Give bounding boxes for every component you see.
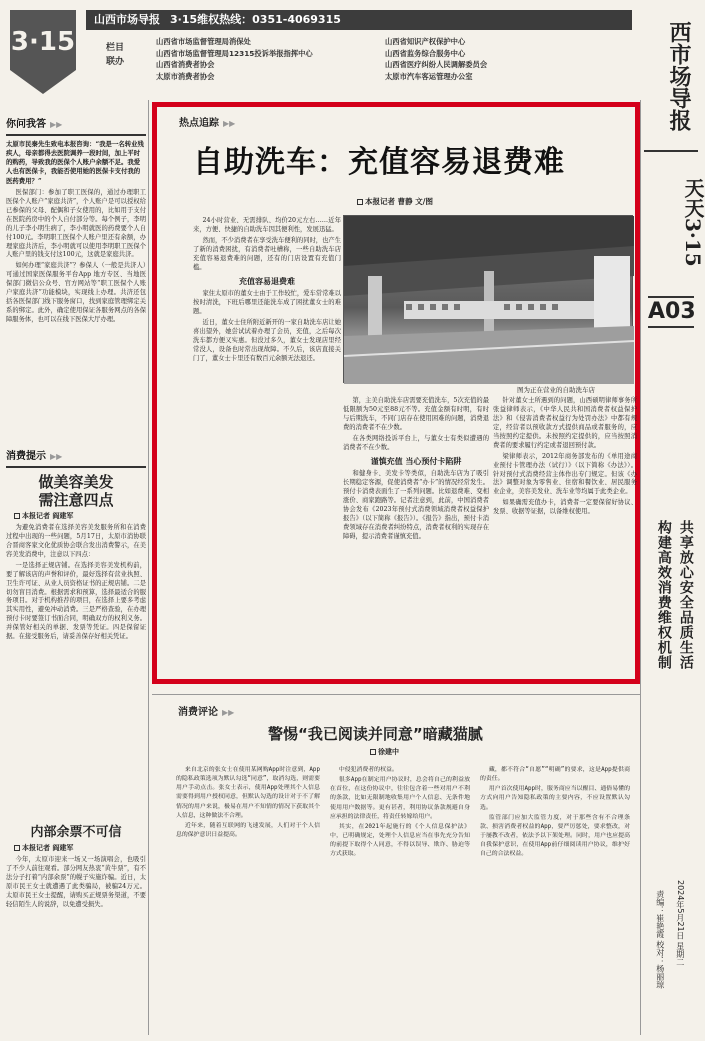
tips-byline-text: 本报记者 阎建军 — [22, 511, 74, 520]
arrow-icon: ▶▶ — [222, 708, 235, 717]
qa-question: 太原市民秦先生致电本报咨询：“我是一名转业残疾人，母亲都得去医院调养一段时间，加上平时的购药，导致我的医保个人账户余额不足。我爱人也有医保卡，我能否使用她的医保卡支付我的医药费用？” — [6, 139, 144, 185]
union-item: 山西省知识产权保护中心 — [385, 37, 466, 46]
arrow-icon: ▶▶ — [50, 120, 63, 129]
comment-para: 其实，在2021年起施行的《个人信息保护法》中，已明确规定，处理个人信息应当在事先充分告知的前提下取得个人同意，不得以误导、欺诈、胁迫等方式获取。 — [330, 823, 470, 858]
comment-para: 藏，都不符合“自愿”“明确”的要求，这是App提供商的责任。 — [480, 767, 630, 783]
feature-intro-para: 24小时营业、无需排队、均价20元左右……近年来，方便、快捷的自助洗车因其便利性，发展迅猛。 — [193, 217, 341, 233]
feature-para: 和健身卡、美发卡等类似，自助洗车店为了吸引长期稳定客源，促使消费者“办卡”的情况经常发生。预付卡消费表面生了一系列问题。比如退费难、变相涨价、商家跑路等。记者注意到，此前，中国消费者协会发布《2023年预付式消费领域消费者权益保护报告》（以下简称《报告》）。《报告》指出，预付卡消费领域存在消费者纠纷特点，消费者权利的实现存在障碍，提示消费者谨慎充值。 — [343, 470, 489, 540]
union-label: 栏目联办 — [106, 43, 125, 67]
qa-section — [6, 118, 146, 327]
masthead-rule — [644, 150, 698, 152]
page-number: A03 — [648, 296, 694, 328]
comment-column-2 — [330, 766, 470, 860]
slogan-a: 共享放心安全品质生活 — [677, 520, 694, 670]
union-item: 山西省消费者协会 — [156, 60, 215, 70]
paper-name: 山西市场导报 — [94, 12, 160, 26]
feature-column-2 — [343, 397, 489, 544]
square-icon — [14, 845, 20, 851]
union-list-right — [385, 36, 487, 83]
comment-para: 来自北京的张女士在使用某网购App时注意到，App的隐私政策选项为默认勾选“同意”，取消勾选，则需要用户手动点击。张女士表示，使用App处理其个人信息需要得到用户授权同意，但默认勾选的设计对于不了解情况的用户来说，极易在用户不知情的情况下获取其个人信息，这种做法不合理。 — [176, 767, 320, 819]
balance-para: 今年，太原市迎来一场又一场演唱会，也吸引了不少人前往观看。部分网友热衷“黄牛票”，有不法分子打着“内部余票”的幌子实施诈骗。近日，太原市民王女士就遭遇了此类骗局，被骗24万元。太原市民王女士提醒，请购买正规票务渠道，不要轻信陌生人的说辞，以免遭受损失。 — [6, 856, 146, 908]
bottom-divider — [152, 694, 640, 695]
comment-column-3 — [480, 766, 630, 860]
feature-subhead-1: 充值容易退费难 — [239, 276, 295, 286]
union-item: 山西省医疗纠纷人民调解委员会 — [385, 60, 488, 70]
balance-byline-text: 本报记者 阎建军 — [22, 843, 74, 852]
right-divider — [640, 100, 641, 1035]
comment-section — [178, 706, 234, 720]
feature-byline — [357, 197, 433, 207]
issue-date: 2024年5月21日 星期二 — [675, 880, 685, 967]
logo-315 — [8, 8, 78, 96]
square-icon — [14, 513, 20, 519]
car-wash-photo — [343, 215, 633, 383]
comment-para: 中侵犯消费者的权益。 — [338, 767, 398, 773]
daily-315: 天天3·15 — [681, 177, 705, 267]
feature-article — [152, 102, 640, 684]
tips-byline — [14, 512, 146, 521]
svg-text:3·15: 3·15 — [10, 27, 76, 57]
square-icon — [370, 749, 376, 755]
union-item: 太原市汽车客运管理办公室 — [385, 72, 473, 82]
balance-section — [6, 820, 146, 912]
square-icon — [357, 199, 363, 205]
hotline: 3·15维权热线：0351-4069315 — [170, 12, 341, 26]
feature-intro-para: 然而，不少消费者在享受洗车便利的同时，也产生了新的消费困扰，有消费者吐槽称，一些自助洗车店充值容易退费难的问题，还有的门店设置有充值门槛。 — [193, 236, 341, 271]
comment-para: 近年来，随着互联网的飞速发展，人们对于个人信息的保护意识日益提高。 — [176, 822, 320, 838]
union-item: 山西省监务综合服务中心 — [385, 48, 466, 58]
tips-para: 为避免消费者在选择美容美发服务所和在消费过程中出现的一些问题，5月17日，太原市消协联合晋商客家文化优质协会联合发出消费警示，在美容美发消费中，注意以下四点： — [6, 523, 146, 558]
union-list-left — [156, 36, 313, 83]
feature-para: 如果确需充值办卡，消费者一定要保留好协议、发票、收据等证据，以备维权使用。 — [493, 499, 637, 516]
arrow-icon: ▶▶ — [50, 452, 63, 461]
feature-byline-text: 本报记者 曹静 文/图 — [365, 197, 433, 206]
tips-title — [6, 473, 146, 509]
qa-heading — [6, 118, 146, 136]
balance-title: 内部余票不可信 — [30, 825, 122, 840]
tips-title-line: 做美容美发 — [38, 472, 114, 491]
union-item: 山西省市场监督管理局12315投诉举报指挥中心 — [156, 48, 313, 58]
union-item: 太原市消费者协会 — [156, 72, 215, 82]
feature-para: 近日，董女士住所附近新开的一家自助洗车店让她喜出望外，她尝试试着办理了会员，充值，之后每次洗车都方便又实惠。但没过多久，董女士发现店里经常没人，设备也时常出现故障。不久后，该店直接关门了，董女士卡里还有数百元余额无法退还。 — [193, 319, 341, 362]
comment-byline — [370, 748, 399, 757]
tips-heading — [6, 450, 146, 468]
comment-title: 警惕“我已阅读并同意”暗藏猫腻 — [268, 725, 483, 743]
arrow-icon: ▶▶ — [223, 119, 236, 128]
comment-section-text: 消费评论 — [178, 707, 218, 718]
qa-answer-para: 医保部门：参加了职工医保的，通过办理职工医保个人账户“家庭共济”，个人账户是可以授权给已参保的父母、配偶和子女使用的，比如用于支付在医院药房中的个人自付部分等。每个例子，李明的儿子李小明生病了，李小明就医的药费要个人自付100元。李明职工医保个人账户里还有余额，办理家庭共济后，李小明就可以使用李明职工医保个人账户里的钱支付这100元，这就是家庭共济。 — [6, 188, 146, 259]
balance-byline — [14, 844, 146, 853]
union-item: 山西省市场监督管理局消保处 — [156, 37, 251, 46]
feature-para: 在各类网络投诉平台上，与董女士有类似遭遇的消费者不在少数。 — [343, 434, 489, 451]
feature-section — [179, 117, 235, 131]
tips-heading-text: 消费提示 — [6, 451, 46, 462]
left-divider — [148, 100, 149, 1035]
tips-section — [6, 450, 146, 644]
slogan-b: 构建高效消费维权机制 — [655, 520, 672, 670]
comment-byline-text: 徐建中 — [378, 748, 399, 756]
tips-para: 一是选择正规店铺。在选择美容美发机构前，要了解该店的声誉和评价，最好选择有营业执照、卫生许可证、从业人员资格证书的正规店铺。二是切勿盲目消费。根据需求和预算，选择最适合的服务项目。对于机构推荐的项目，在选择上要多考虑其实用性，避免冲动消费。三是严格查验，在办理预付卡时要签订书面合同，明确双方的权利义务。并保管好相关的单据、发票等凭证。四是保留证据。在接受服务后，请妥善保存好相关凭证。 — [6, 561, 146, 641]
feature-para: 第，主美自助洗车店需要充值洗车，5次充值的最低限额为50元至88元不等。充值金额有时明，有时与后期洗车，不同门店存在使用困难的问题，消费退费的消费者不在少数。 — [343, 397, 489, 431]
qa-answer-para: 如何办理“家庭共济”？参保人（一般是共济人）可通过国家医保服务平台App 地方专区、当地医保部门微信公众号、官方网站等“职工医保个人账户家庭共济”功能模块，实现线上办理。共济还包括各医保部门线下服务窗口，找到家庭管理绑定关系的绑定。此外，确定使用保证各服务网点的各保障服务体，也可以在线下医保大厅办理。 — [6, 262, 146, 324]
feature-para: 家住太原市的董女士由于工作较忙，爱车常常难以按时清洗，下班后哪里还能洗车成了困扰董女士的难题。 — [193, 290, 341, 316]
photo-caption: 图为正在营业的自助洗车店 — [517, 386, 595, 394]
comment-column-1 — [176, 766, 320, 841]
tips-title-line: 需注意四点 — [38, 490, 114, 509]
car-wash-illustration — [344, 216, 634, 384]
feature-title: 自助洗车：充值容易退费难 — [193, 145, 565, 180]
comment-para: 监管部门应加大监管力度，对于那些含有不合理条款、损害消费者权益的App，要严厉惩处，要求整改，对于屡教不改者，依法予以下架处理。同时，用户也应提高自我保护意识，在使用App前仔细阅读用户协议，维护好自己的合法权益。 — [480, 814, 630, 858]
feature-column-1 — [193, 217, 341, 366]
masthead: 西市场导报 — [666, 21, 692, 131]
qa-heading-text: 你问我答 — [6, 119, 46, 130]
comment-para: 很多App在制定用户协议时，总会将自己的利益放在首位，在这份协议中，往往包含着一些对用户不利的条款，比如无限制地收集用户个人信息、无条件地使用用户数据等。更有甚者，利用协议条款规避自身应承担的法律责任，将责任转嫁给用户。 — [330, 777, 470, 820]
feature-para: 针对董女士所遇到的问题，山西硕明律师事务所张益律师表示，《中华人民共和国消费者权益保护法》和《侵害消费者权益行为处罚办法》中都有规定，经营者以预收款方式提供商品或者服务的，应当按照约定提供。未按照约定提供的，应当按照消费者的要求履行约定或者退回预付款。 — [493, 397, 637, 449]
feature-column-3 — [493, 397, 637, 519]
comment-para: 用户首次使用App时，服务商应当以醒目、通俗易懂的方式向用户告知隐私政策的主要内容，不应设置默认勾选。 — [480, 786, 630, 811]
feature-section-text: 热点追踪 — [179, 118, 219, 129]
editor-credits: 责编：崔艳霞 校对：杨丽琼 — [655, 890, 665, 989]
feature-subhead-2: 谨慎充值 当心预付卡陷阱 — [370, 456, 462, 466]
header-bar — [86, 10, 632, 30]
feature-para: 梁律师表示，2012年商务部发布的《单用途商业预付卡管理办法（试行）》（以下简称《办法》）。针对预付式消费经营主体作出专门规定。但该《办法》调整对象为零售业、住宿和餐饮业、居民服务业企业，美容美发业、洗车业等均属于此类企业。 — [493, 452, 637, 496]
